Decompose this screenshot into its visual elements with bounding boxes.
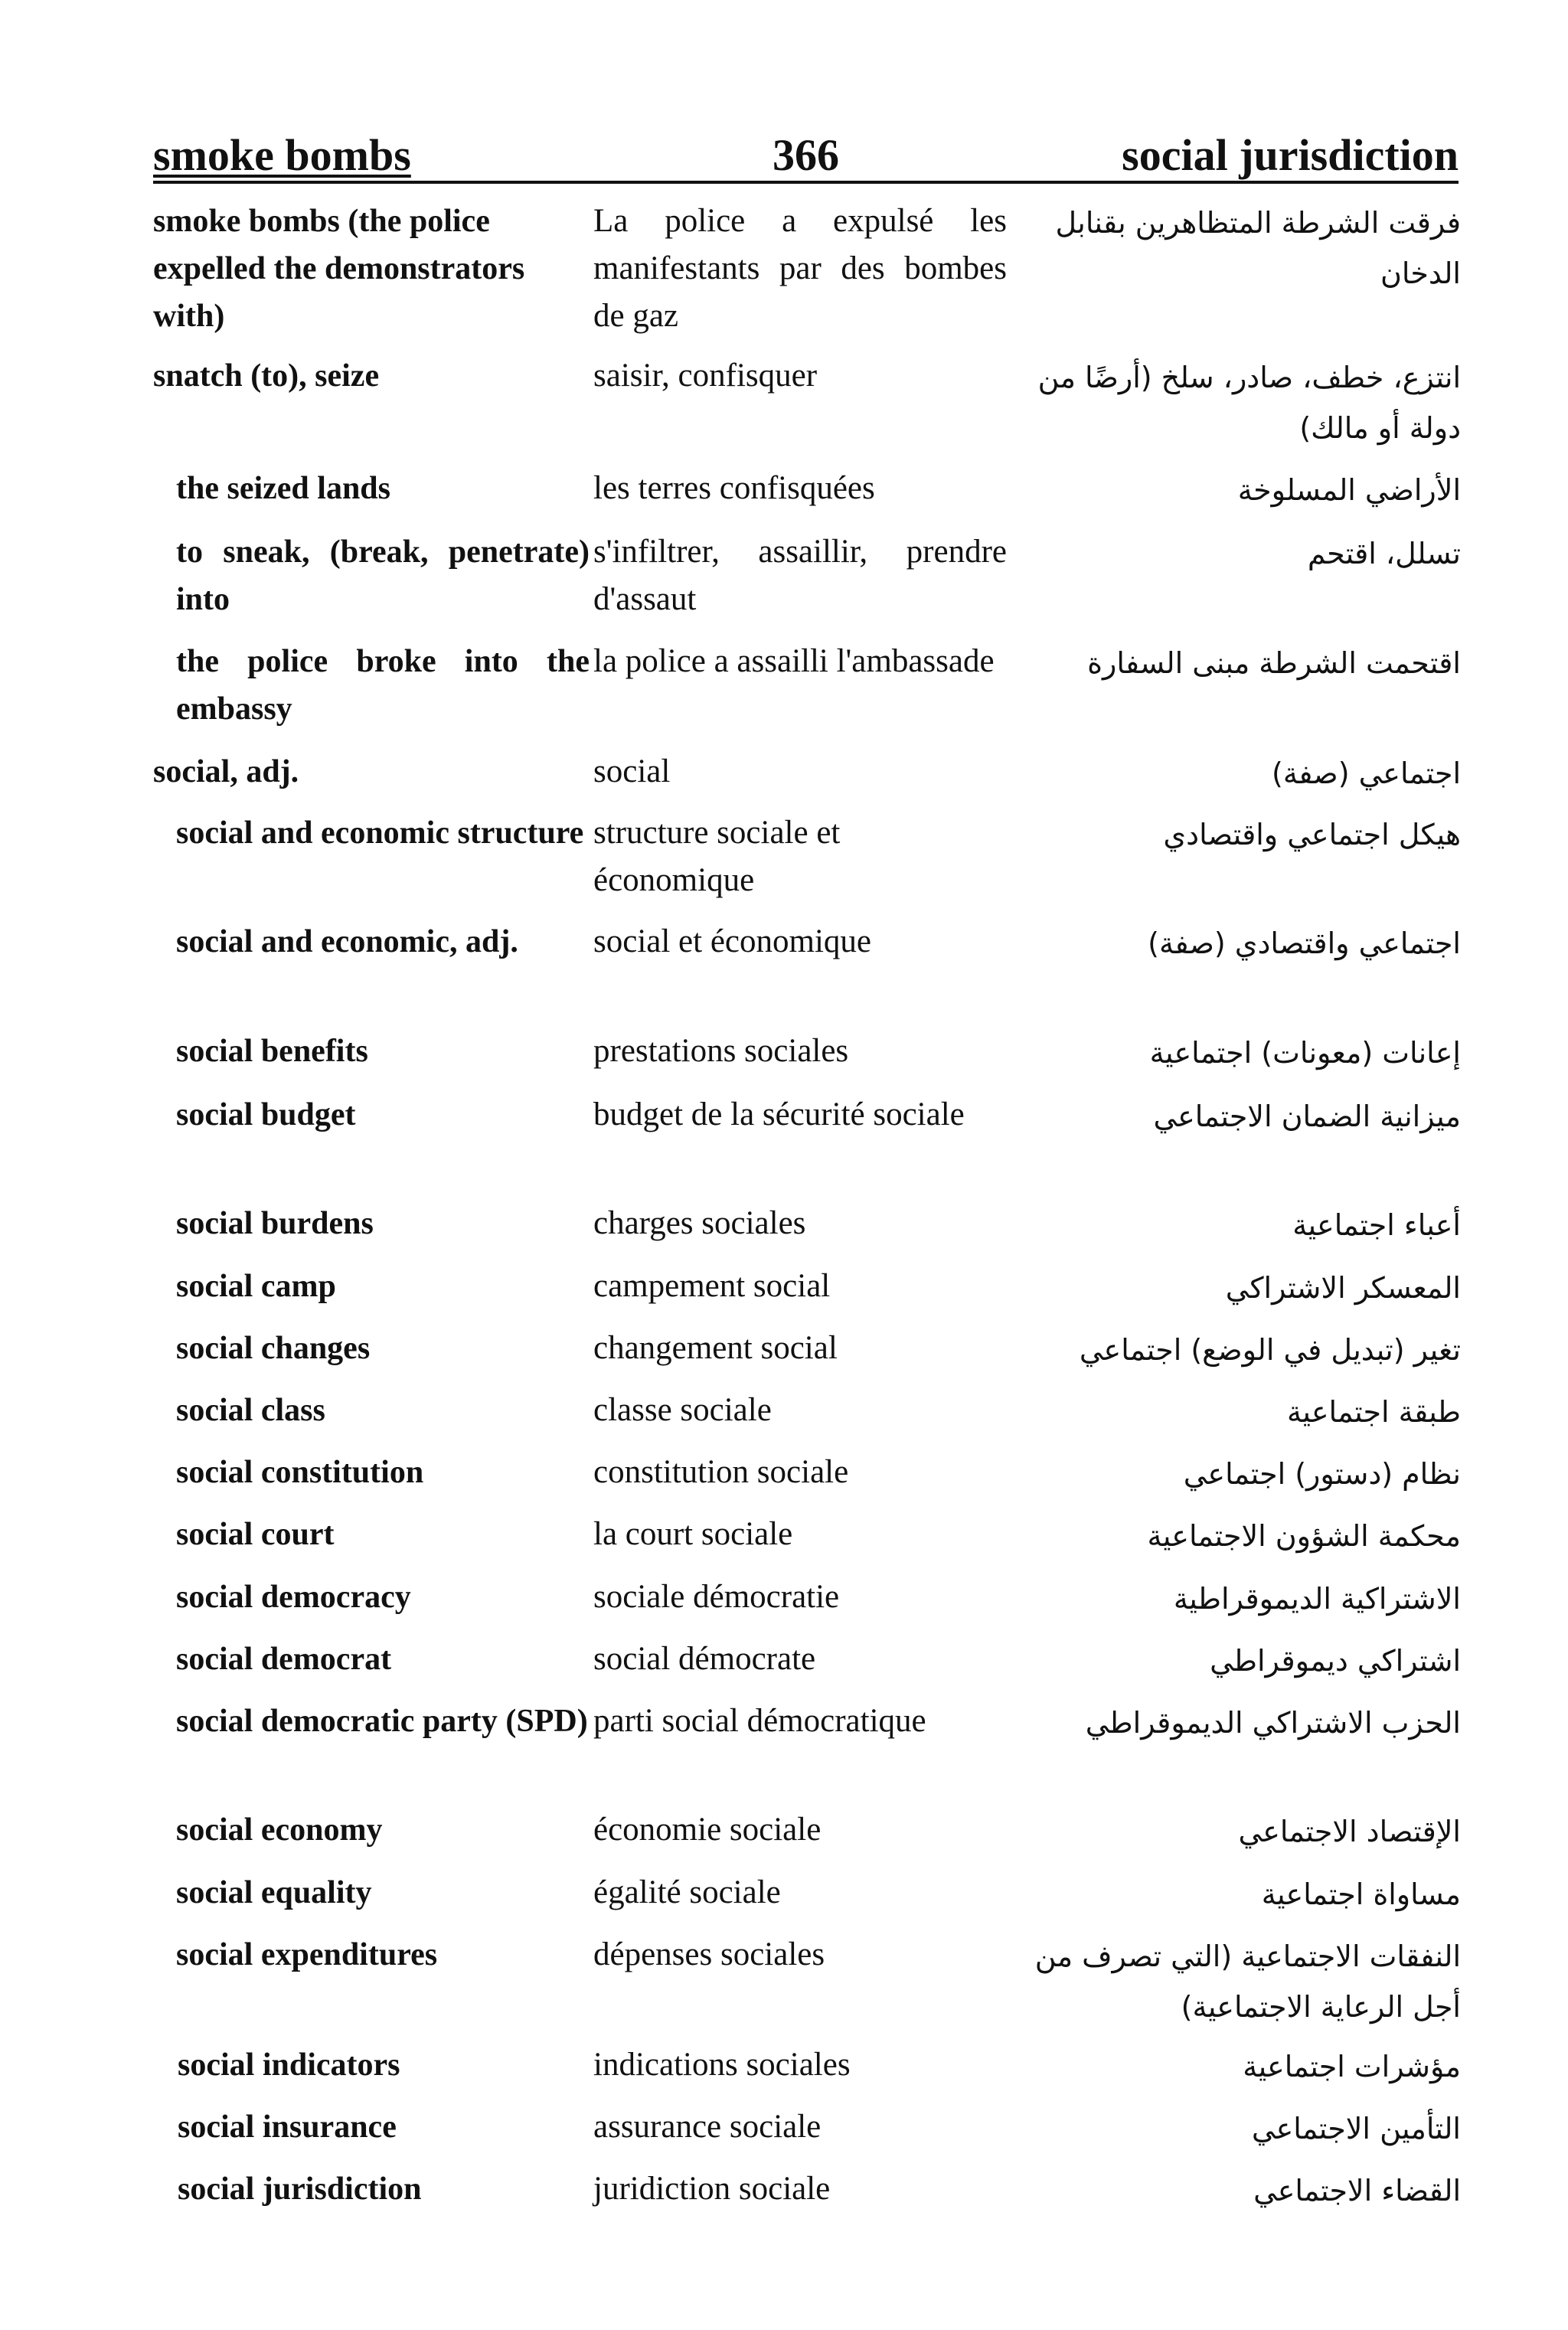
- arabic-translation: إعانات (معونات) اجتماعية: [1149, 1036, 1461, 1070]
- arabic-translation: اجتماعي واقتصادي (صفة): [1148, 926, 1461, 960]
- french-translation: la police a assailli l'ambassade: [593, 643, 995, 679]
- arabic-translation: اجتماعي (صفة): [1272, 757, 1461, 790]
- french-translation: la court sociale: [593, 1516, 793, 1552]
- english-term: social democracy: [176, 1580, 411, 1615]
- french-translation: social: [593, 753, 671, 789]
- arabic-translation: الاشتراكية الديموقراطية: [1173, 1582, 1461, 1616]
- english-term: the police broke into the embassy: [176, 644, 590, 727]
- french-translation: social et économique: [593, 923, 871, 959]
- arabic-translation: نظام (دستور) اجتماعي: [1183, 1457, 1461, 1491]
- french-translation: juridiction sociale: [593, 2171, 831, 2207]
- arabic-translation: الإقتصاد الاجتماعي: [1238, 1815, 1461, 1848]
- french-translation: s'infiltrer, assaillir, prendre d'assaut: [593, 534, 1007, 617]
- french-translation: assurance sociale: [593, 2109, 822, 2145]
- header-first-entry: smoke bombs: [153, 130, 411, 180]
- french-translation: classe sociale: [593, 1392, 772, 1428]
- french-translation: égalité sociale: [593, 1874, 781, 1910]
- arabic-translation: النفقات الاجتماعية (التي تصرف من أجل الرعاية الاجتماعية): [1034, 1939, 1461, 2024]
- english-term: social constitution: [176, 1455, 424, 1490]
- french-translation: constitution sociale: [593, 1454, 849, 1490]
- arabic-translation: هيكل اجتماعي واقتصادي: [1163, 818, 1461, 851]
- arabic-translation: تغير (تبديل في الوضع) اجتماعي: [1079, 1333, 1461, 1367]
- french-translation: saisir, confisquer: [593, 358, 818, 394]
- french-translation: indications sociales: [593, 2047, 851, 2083]
- english-term: social indicators: [178, 2047, 400, 2083]
- english-term: social camp: [176, 1269, 336, 1304]
- english-term: social and economic, adj.: [176, 924, 518, 959]
- page-header: [153, 123, 1459, 184]
- french-translation: prestations sociales: [593, 1033, 849, 1069]
- french-translation: budget de la sécurité sociale: [593, 1096, 965, 1132]
- english-term: social expenditures: [176, 1937, 438, 1972]
- english-term: social benefits: [176, 1034, 368, 1069]
- english-term: the seized lands: [176, 471, 391, 506]
- arabic-translation: القضاء الاجتماعي: [1253, 2174, 1461, 2207]
- arabic-translation: المعسكر الاشتراكي: [1225, 1271, 1461, 1305]
- arabic-translation: أعباء اجتماعية: [1292, 1208, 1461, 1242]
- french-translation: charges sociales: [593, 1205, 806, 1241]
- arabic-translation: تسلل، اقتحم: [1307, 537, 1461, 570]
- english-term: social burdens: [176, 1206, 374, 1241]
- french-translation: dépenses sociales: [593, 1936, 825, 1972]
- french-translation: sociale démocratie: [593, 1579, 840, 1615]
- arabic-translation: طبقة اجتماعية: [1287, 1395, 1461, 1429]
- french-translation: La police a expulsé les manifestants par des bombes de gaz: [593, 203, 1007, 334]
- french-translation: parti social démocratique: [593, 1703, 926, 1739]
- english-term: to sneak, (break, penetrate) into: [176, 534, 590, 617]
- arabic-translation: مساواة اجتماعية: [1261, 1877, 1461, 1911]
- english-term: social insurance: [178, 2109, 397, 2145]
- french-translation: changement social: [593, 1330, 838, 1366]
- french-translation: structure sociale et économique: [593, 815, 841, 898]
- arabic-translation: اشتراكي ديموقراطي: [1210, 1644, 1461, 1678]
- arabic-translation: ميزانية الضمان الاجتماعي: [1153, 1100, 1461, 1133]
- french-translation: social démocrate: [593, 1641, 816, 1677]
- english-term: social economy: [176, 1812, 383, 1848]
- english-term: social budget: [176, 1097, 356, 1132]
- arabic-translation: الأراضي المسلوخة: [1237, 473, 1461, 507]
- english-term: social equality: [176, 1875, 372, 1910]
- english-term: social, adj.: [153, 754, 299, 789]
- french-translation: économie sociale: [593, 1812, 822, 1848]
- page-number: 366: [773, 130, 839, 180]
- english-term: social changes: [176, 1331, 371, 1366]
- english-term: smoke bombs (the police expelled the demonstrators with): [153, 204, 525, 334]
- arabic-translation: التأمين الاجتماعي: [1251, 2112, 1461, 2145]
- english-term: social and economic structure: [176, 815, 584, 851]
- arabic-translation: انتزع، خطف، صادر، سلخ (أرضًا من دولة أو مالك): [1037, 361, 1461, 445]
- english-term: social class: [176, 1393, 325, 1428]
- french-translation: les terres confisquées: [593, 470, 875, 506]
- arabic-translation: اقتحمت الشرطة مبنى السفارة: [1087, 646, 1461, 680]
- arabic-translation: الحزب الاشتراكي الديموقراطي: [1085, 1706, 1461, 1740]
- header-last-entry: social jurisdiction: [1122, 130, 1459, 180]
- english-term: social court: [176, 1517, 335, 1552]
- arabic-translation: مؤشرات اجتماعية: [1243, 2050, 1461, 2083]
- arabic-translation: فرقت الشرطة المتظاهرين بقنابل الدخان: [1055, 206, 1461, 290]
- english-term: snatch (to), seize: [153, 358, 380, 394]
- english-term: social jurisdiction: [178, 2172, 422, 2207]
- arabic-translation: محكمة الشؤون الاجتماعية: [1147, 1519, 1461, 1553]
- french-translation: campement social: [593, 1268, 831, 1304]
- english-term: social democrat: [176, 1642, 392, 1677]
- english-term: social democratic party (SPD): [176, 1704, 588, 1739]
